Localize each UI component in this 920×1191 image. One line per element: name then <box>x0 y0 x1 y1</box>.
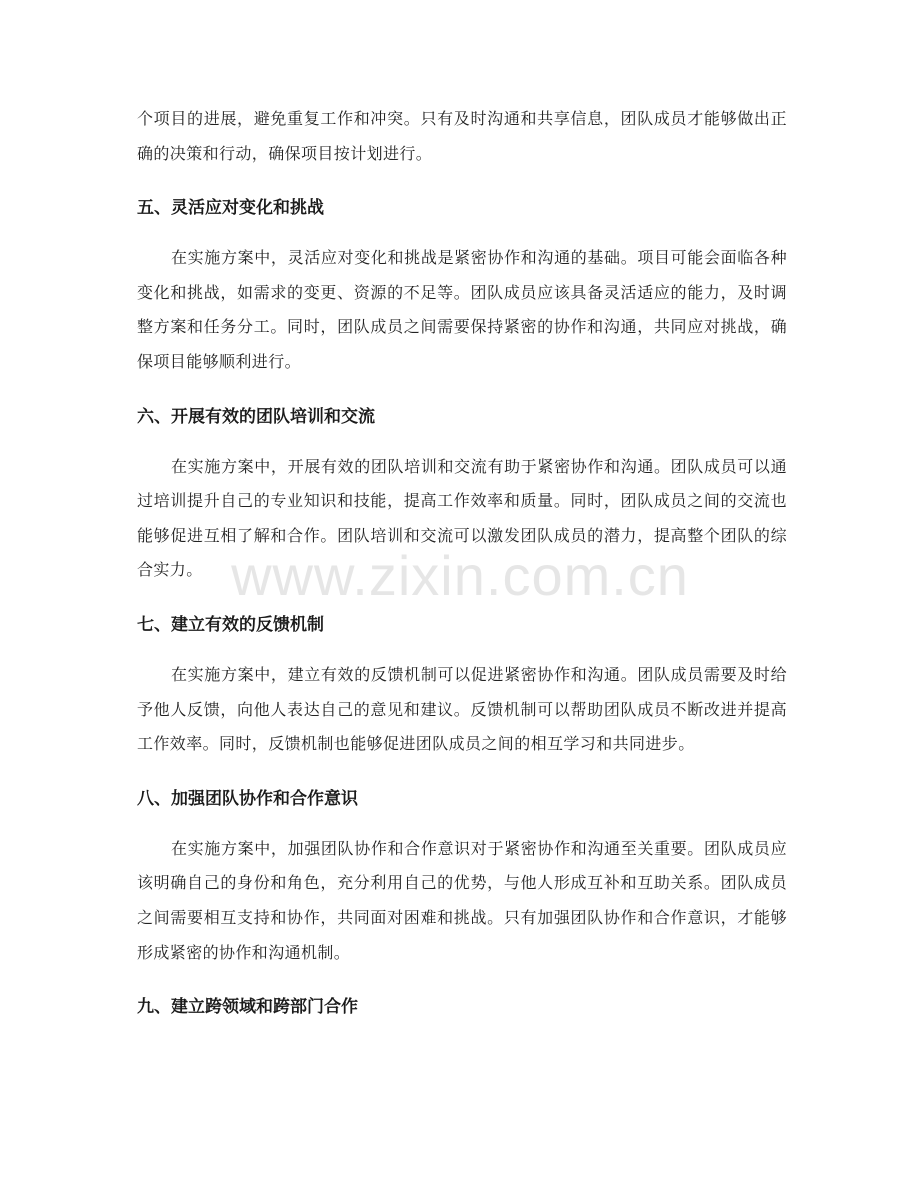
section-8-heading: 八、加强团队协作和合作意识 <box>137 788 358 809</box>
watermark-text: www.zixin.com.cn <box>231 544 689 607</box>
section-6-heading: 六、开展有效的团队培训和交流 <box>137 406 375 427</box>
section-8-body: 在实施方案中，加强团队协作和合作意识对于紧密协作和沟通至关重要。团队成员应该明确自己的身份和角色，充分利用自己的优势，与他人形成互补和互助关系。团队成员之间需要相互支持和协作，共同面对困难和挑战。只有加强团队协作和合作意识，才能够形成紧密的协作和沟通机制。 <box>137 838 787 962</box>
section-7-body: 在实施方案中，建立有效的反馈机制可以促进紧密协作和沟通。团队成员需要及时给予他人反馈，向他人表达自己的意见和建议。反馈机制可以帮助团队成员不断改进并提高工作效率。同时，反馈机制也能够促进团队成员之间的相互学习和共同进步。 <box>137 664 787 754</box>
section-9-heading: 九、建立跨领域和跨部门合作 <box>137 997 358 1018</box>
section-5-heading: 五、灵活应对变化和挑战 <box>137 198 324 219</box>
intro-paragraph: 个项目的进展，避免重复工作和冲突。只有及时沟通和共享信息，团队成员才能够做出正确的决策和行动，确保项目按计划进行。 <box>137 109 787 163</box>
document-page <box>137 102 787 1022</box>
section-5-body: 在实施方案中，灵活应对变化和挑战是紧密协作和沟通的基础。项目可能会面临各种变化和挑战，如需求的变更、资源的不足等。团队成员应该具备灵活适应的能力，及时调整方案和任务分工。同时，团队成员之间需要保持紧密的协作和沟通，共同应对挑战，确保项目能够顺利进行。 <box>137 248 787 371</box>
section-6-body: 在实施方案中，开展有效的团队培训和交流有助于紧密协作和沟通。团队成员可以通过培训提升自己的专业知识和技能，提高工作效率和质量。同时，团队成员之间的交流也能够促进互相了解和合作。团队培训和交流可以激发团队成员的潜力，提高整个团队的综合实力。 <box>137 456 787 580</box>
section-7-heading: 七、建立有效的反馈机制 <box>137 614 324 635</box>
